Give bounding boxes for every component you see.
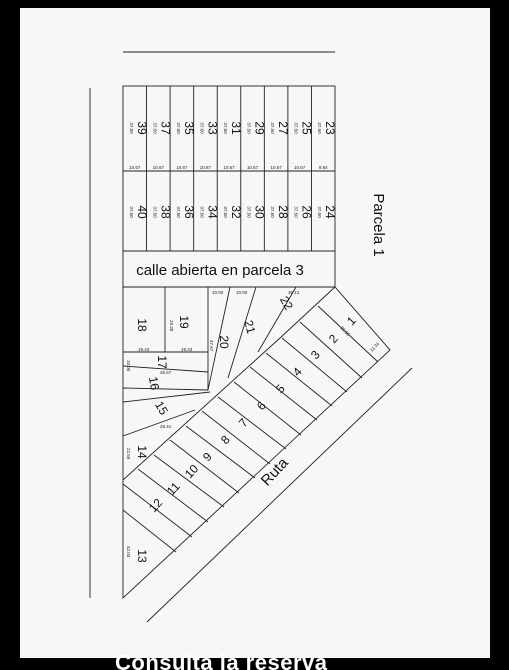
top-lot-depth: 37.50 bbox=[293, 122, 299, 134]
lot-18: 18 bbox=[135, 318, 149, 332]
dim-29-38: 29.38 bbox=[169, 320, 174, 332]
dim-36-36: 36.36 bbox=[339, 325, 351, 337]
lot-8: 8 bbox=[217, 432, 233, 448]
top-lot-depth: 37.50 bbox=[152, 122, 158, 134]
bottom-lot-depth: 37.50 bbox=[223, 206, 228, 218]
top-lot-number: 31 bbox=[229, 121, 243, 135]
bottom-lot-depth: 37.50 bbox=[152, 206, 158, 218]
lot-22: 22 bbox=[277, 293, 296, 313]
top-lot-number: 23 bbox=[323, 121, 338, 135]
lot-10: 10 bbox=[181, 461, 202, 482]
lot-5: 5 bbox=[272, 381, 288, 397]
bottom-lot-depth: 37.50 bbox=[246, 206, 252, 218]
lot-21: 21 bbox=[241, 318, 259, 336]
top-lot-number: 39 bbox=[134, 121, 149, 135]
lot-9: 9 bbox=[199, 449, 215, 465]
top-lot-number: 37 bbox=[158, 121, 173, 135]
top-lot-number: 33 bbox=[205, 121, 220, 135]
lot-15: 15 bbox=[152, 398, 171, 418]
top-lot-width: 10.67 bbox=[152, 165, 164, 170]
bottom-lot-depth: 37.50 bbox=[175, 206, 181, 218]
road-label: Ruta bbox=[257, 454, 292, 490]
bottom-lot-depth: 37.50 bbox=[293, 206, 299, 218]
top-lot-depth: 37.50 bbox=[270, 122, 276, 134]
dim-47-67: 47.67 bbox=[209, 340, 214, 352]
bottom-lot-depth: 37.50 bbox=[317, 206, 323, 218]
bottom-lot-number: 34 bbox=[205, 205, 220, 219]
lot-12: 12 bbox=[145, 495, 166, 516]
bottom-lot-number: 36 bbox=[181, 205, 196, 219]
top-lot-width: 10.67 bbox=[270, 165, 282, 170]
bottom-lot-depth: 37.50 bbox=[270, 206, 276, 218]
dim-22-50: 22.50 bbox=[126, 448, 131, 460]
bottom-lot-number: 38 bbox=[158, 205, 173, 219]
lot-19: 19 bbox=[177, 315, 191, 329]
lot-3: 3 bbox=[307, 347, 323, 363]
top-lot-width: 9.84 bbox=[318, 165, 328, 170]
top-lot-width: 10.67 bbox=[129, 165, 141, 170]
dim-19-43-a: 19.43 bbox=[138, 347, 150, 352]
top-lot-number: 35 bbox=[181, 121, 196, 135]
bottom-lot-number: 24 bbox=[323, 205, 338, 219]
bottom-lot-depth: 37.50 bbox=[199, 206, 205, 218]
top-lot-number: 29 bbox=[252, 121, 267, 135]
lot-11: 11 bbox=[163, 479, 183, 499]
dim-42-03: 42.03 bbox=[126, 546, 131, 558]
top-lot-depth: 37.50 bbox=[199, 122, 205, 134]
top-lot-depth: 37.50 bbox=[246, 122, 252, 134]
dim-10-a: 10.00 bbox=[212, 290, 224, 295]
lot-2: 2 bbox=[325, 331, 341, 347]
bottom-lot-number: 30 bbox=[252, 205, 267, 219]
bottom-lot-number: 40 bbox=[134, 205, 149, 219]
dim-29-41: 29.41 bbox=[160, 424, 172, 429]
top-lot-width: 10.67 bbox=[199, 165, 212, 170]
dim-10-b: 10.00 bbox=[236, 290, 248, 295]
bottom-lot-number: 32 bbox=[229, 205, 243, 219]
lot-16: 16 bbox=[145, 375, 162, 392]
bottom-lot-depth: 37.50 bbox=[128, 206, 134, 218]
dim-19-43-b: 19.43 bbox=[181, 347, 193, 352]
parcela-label: Parcela 1 bbox=[370, 193, 387, 257]
lot-20: 20 bbox=[217, 335, 231, 349]
top-block-labels bbox=[129, 121, 337, 219]
top-lot-width: 10.67 bbox=[246, 165, 259, 170]
lot-7: 7 bbox=[235, 415, 251, 431]
lot-4: 4 bbox=[289, 364, 305, 380]
lot-13: 13 bbox=[135, 549, 149, 563]
dim-36-13: 36.13 bbox=[288, 290, 300, 295]
lot-14: 14 bbox=[135, 445, 149, 459]
lot-1: 1 bbox=[343, 313, 359, 329]
top-lot-depth: 37.50 bbox=[317, 122, 323, 134]
lot-17: 17 bbox=[155, 355, 169, 369]
top-lot-width: 10.67 bbox=[294, 165, 306, 170]
bottom-lot-number: 26 bbox=[299, 205, 314, 219]
dim-10-00: 10.00 bbox=[126, 360, 131, 372]
top-lot-width: 10.67 bbox=[176, 165, 188, 170]
top-lot-depth: 37.50 bbox=[223, 122, 228, 134]
top-lot-depth: 37.50 bbox=[128, 122, 134, 134]
top-lot-width: 10.67 bbox=[223, 165, 235, 170]
dim-11-34: 11.34 bbox=[369, 341, 381, 353]
dim-36-67: 36.67 bbox=[160, 370, 172, 375]
caption-text: Consulta la reserva bbox=[115, 652, 328, 670]
bottom-lot-number: 28 bbox=[276, 205, 291, 219]
top-lot-number: 25 bbox=[299, 121, 314, 135]
top-lot-depth: 37.50 bbox=[175, 122, 181, 134]
road-line bbox=[147, 368, 412, 622]
street-label: calle abierta en parcela 3 bbox=[136, 262, 304, 279]
top-lot-number: 27 bbox=[276, 121, 291, 135]
lot-6: 6 bbox=[253, 398, 269, 414]
